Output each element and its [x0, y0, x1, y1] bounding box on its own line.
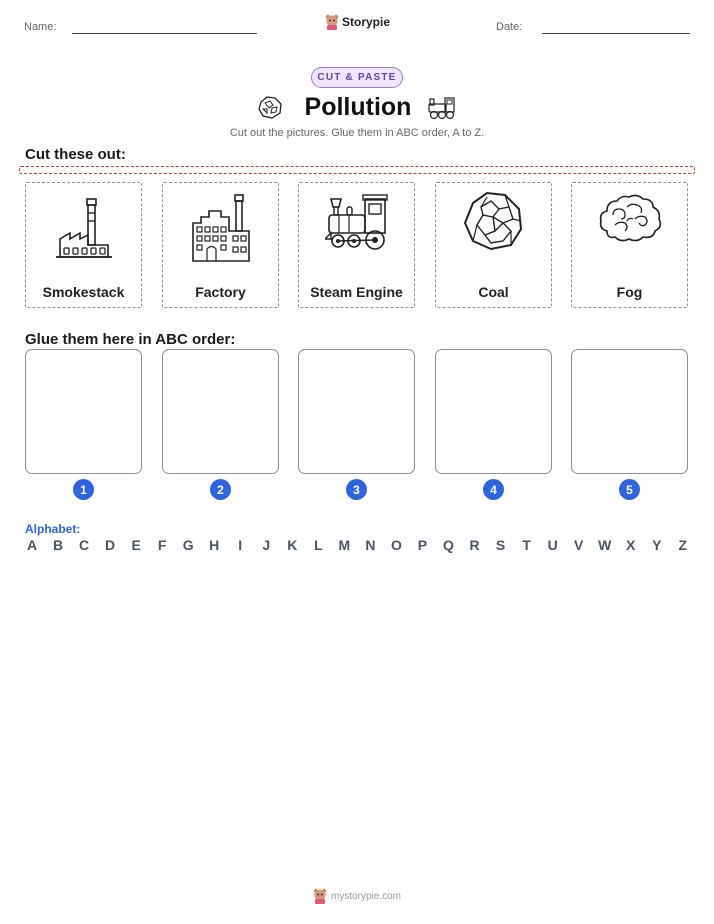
bear-icon	[325, 14, 339, 30]
alphabet-letter: V	[573, 537, 584, 553]
alphabet-letter: K	[287, 537, 298, 553]
alphabet-letter: Z	[678, 537, 688, 553]
steam-engine-icon	[325, 193, 389, 255]
alphabet-letter: X	[626, 537, 636, 553]
alphabet-letter: T	[522, 537, 531, 553]
alphabet-row	[25, 537, 690, 553]
glue-slot-3[interactable]	[298, 349, 415, 474]
slot-number-4: 4	[483, 479, 504, 500]
alphabet-letter: D	[105, 537, 116, 553]
card-steam-engine[interactable]	[298, 182, 415, 308]
slot-number-5: 5	[619, 479, 640, 500]
smokestack-icon	[54, 191, 114, 263]
card-fog[interactable]	[571, 182, 688, 308]
instructions: Cut out the pictures. Glue them in ABC order, A to Z.	[229, 127, 485, 139]
glue-slot-1[interactable]	[25, 349, 142, 474]
card-factory[interactable]	[162, 182, 279, 308]
alphabet-letter: C	[79, 537, 90, 553]
name-label: Name:	[24, 21, 57, 33]
cut-line	[19, 166, 695, 174]
factory-icon	[191, 191, 253, 263]
slot-number-3: 3	[346, 479, 367, 500]
alphabet-letter: R	[469, 537, 480, 553]
card-label: Fog	[616, 284, 643, 300]
alphabet-letter: H	[209, 537, 220, 553]
alphabet-letter: Q	[443, 537, 454, 553]
glue-heading: Glue them here in ABC order:	[25, 331, 236, 348]
card-smokestack[interactable]	[25, 182, 142, 308]
cut-heading: Cut these out:	[25, 146, 126, 163]
glue-slot-5[interactable]	[571, 349, 688, 474]
name-line[interactable]	[72, 33, 257, 34]
fog-icon	[597, 193, 663, 245]
footer	[0, 888, 714, 904]
bear-icon	[313, 888, 327, 904]
coal-icon	[463, 189, 525, 253]
alphabet-letter: A	[26, 537, 38, 553]
card-label: Smokestack	[42, 284, 125, 300]
glue-slot-4[interactable]	[435, 349, 552, 474]
alphabet-letter: J	[262, 537, 271, 553]
card-label: Factory	[195, 284, 246, 300]
alphabet-letter: W	[598, 537, 612, 553]
glue-slot-2[interactable]	[162, 349, 279, 474]
alphabet-letter: G	[182, 537, 194, 553]
alphabet-letter: B	[52, 537, 64, 553]
steam-engine-icon	[427, 93, 457, 121]
alphabet-letter: L	[314, 537, 323, 553]
date-label: Date:	[496, 21, 523, 33]
card-coal[interactable]	[435, 182, 552, 308]
brand-name: Storypie	[342, 15, 391, 29]
alphabet-letter: N	[365, 537, 376, 553]
slot-number-1: 1	[73, 479, 94, 500]
card-label: Steam Engine	[310, 284, 403, 300]
slot-number-2: 2	[210, 479, 231, 500]
brand-logo	[325, 14, 390, 30]
alphabet-letter: E	[131, 537, 141, 553]
alphabet-letter: M	[338, 537, 351, 553]
alphabet-letter: P	[417, 537, 428, 553]
cut-paste-badge: CUT & PASTE	[311, 67, 403, 88]
card-label: Coal	[478, 284, 509, 300]
alphabet-letter: O	[390, 537, 402, 553]
alphabet-letter: F	[157, 537, 167, 553]
coal-icon	[256, 94, 284, 120]
alphabet-letter: U	[547, 537, 558, 553]
alphabet-title: Alphabet:	[25, 522, 81, 536]
alphabet-letter: Y	[652, 537, 662, 553]
footer-url[interactable]: mystorypie.com	[330, 890, 401, 902]
date-line[interactable]	[542, 33, 690, 34]
page-title: Pollution	[304, 93, 412, 121]
alphabet-letter: I	[238, 537, 243, 553]
alphabet-letter: S	[495, 537, 506, 553]
